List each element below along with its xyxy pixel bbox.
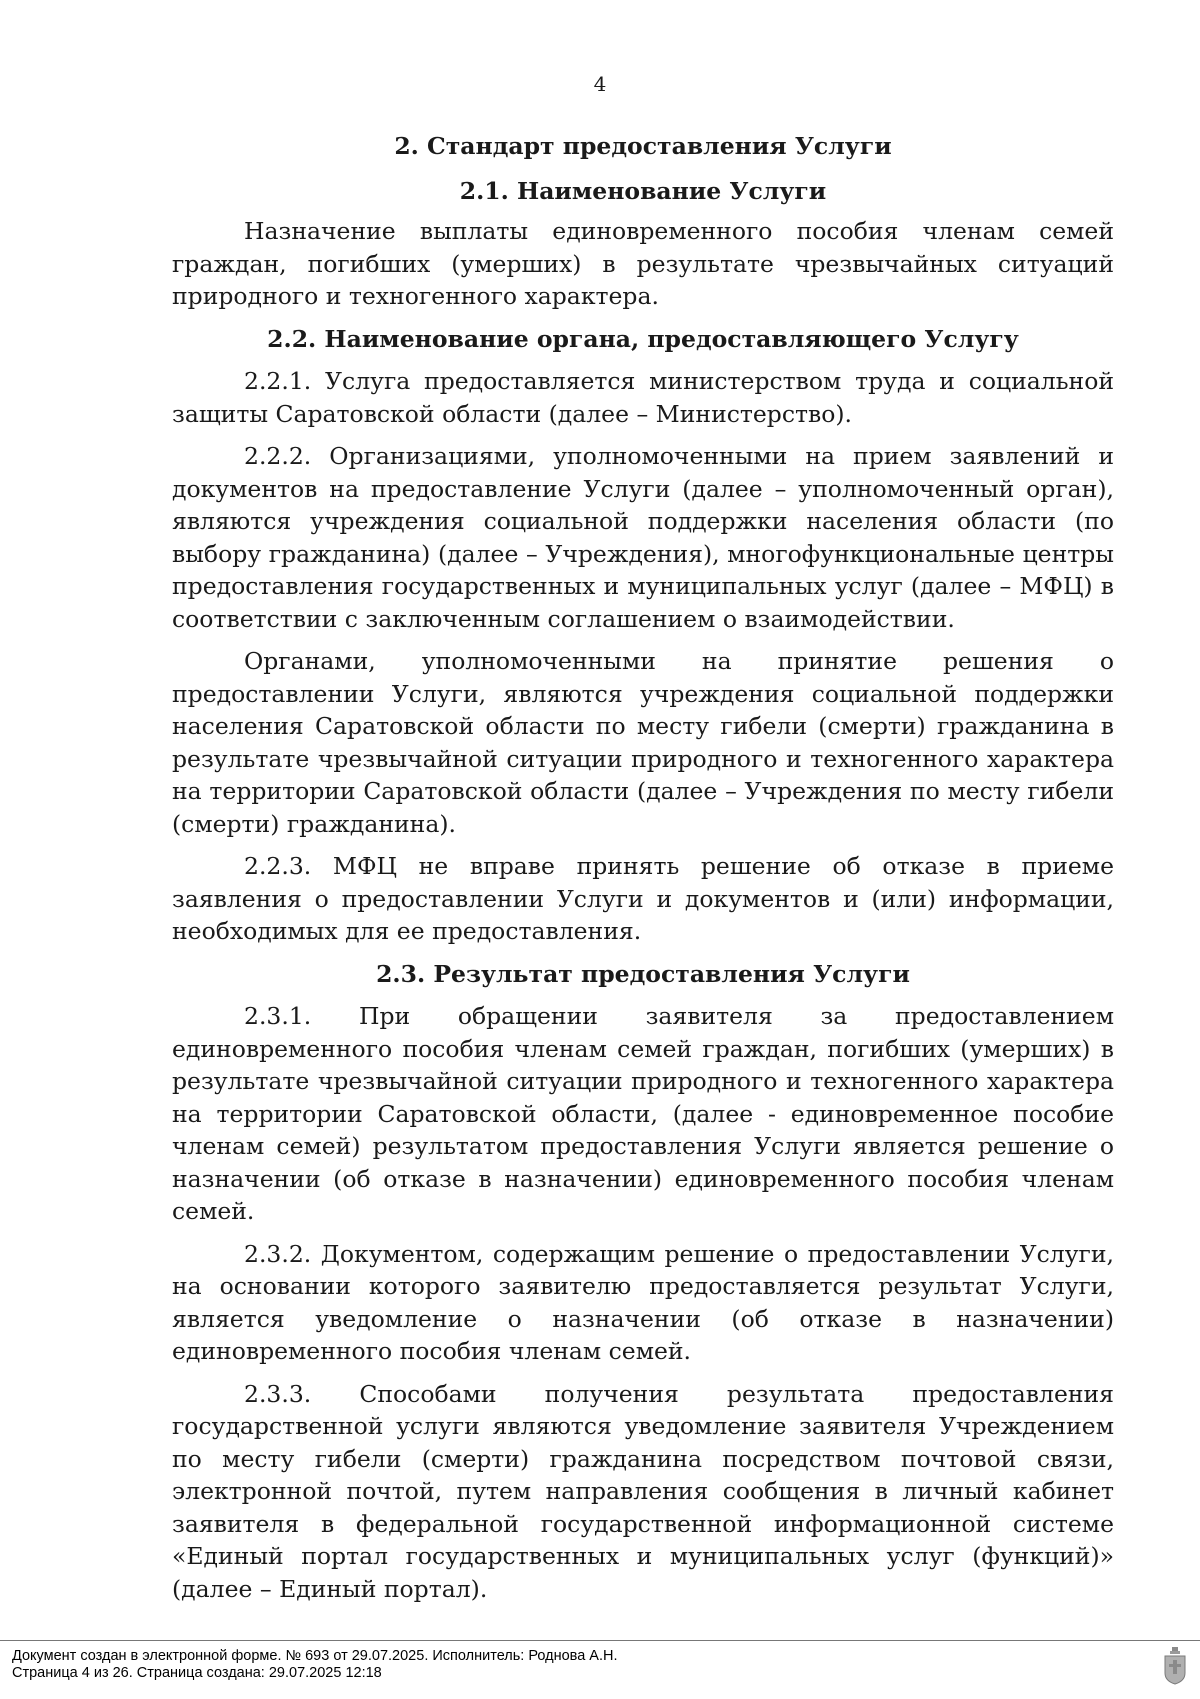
section-title: 2. Стандарт предоставления Услуги [394, 132, 892, 160]
paragraph-2-3-2: 2.3.2. Документом, содержащим решение о предоставлении Услуги, на основании которого заявителю предоставляется результат Услуги, является уведомление о назначении (об отказе в назначении) единовременного пособия членам семей. [172, 1239, 1114, 1365]
paragraph-2-2-2: 2.2.2. Организациями, уполномоченными на прием заявлений и документов на предоставление Услуги (далее – уполномоченный орган), являются учреждения социальной поддержки населения области (по выбору гражданина) (далее – Учреждения), многофункциональные центры предоставления государственных и муниципальных услуг (далее – МФЦ) в соответствии с заключенным соглашением о взаимодействии. [172, 442, 1114, 633]
paragraph-2-3-1: 2.3.1. При обращении заявителя за предоставлением единовременного пособия членам семей граждан, погибших (умерших) в результате чрезвычайной ситуации природного и техногенного характера на территории Саратовской области, (далее - единовременное пособие членам семей) результатом предоставления Услуги является решение о назначении (об отказе в назначении) единовременного пособия членам семей. [172, 1002, 1114, 1225]
paragraph-2-3-3: 2.3.3. Способами получения результата предоставления государственной услуги являются уведомление заявителя Учреждением по месту гибели (смерти) гражданина посредством почтовой связи, электронной почтой, путем направления сообщения в личный кабинет заявителя в федеральной государственной информационной системе «Единый портал государственных и муниципальных услуг (функций)» (далее – Единый портал). [172, 1379, 1114, 1603]
footer-line-document-info: Документ создан в электронной форме. № 693 от 29.07.2025. Исполнитель: Роднова А.Н. [12, 1648, 618, 1664]
page-number: 4 [593, 72, 607, 96]
subsection-title-2-3: 2.3. Результат предоставления Услуги [376, 959, 910, 988]
paragraph-2-2-3: 2.2.3. МФЦ не вправе принять решение об отказе в приеме заявления о предоставлении Услуги и документов и (или) информации, необходимых для ее предоставления. [172, 852, 1114, 945]
document-body [172, 130, 1114, 1615]
paragraph-decision-bodies: Органами, уполномоченными на принятие решения о предоставлении Услуги, являются учреждения социальной поддержки населения Саратовской области по месту гибели (смерти) гражданина в результате чрезвычайной ситуации природного и техногенного характера на территории Саратовской области (далее – Учреждения по месту гибели (смерти) гражданина). [172, 647, 1114, 838]
subsection-title-2-2: 2.2. Наименование органа, предоставляющего Услугу [267, 324, 1019, 353]
document-footer [0, 1640, 1200, 1699]
subsection-title-2-1: 2.1. Наименование Услуги [459, 176, 827, 205]
coat-of-arms-icon [1164, 1647, 1186, 1685]
footer-line-page-info: Страница 4 из 26. Страница создана: 29.07.2025 12:18 [12, 1665, 382, 1681]
paragraph-2-1: Назначение выплаты единовременного пособия членам семей граждан, погибших (умерших) в результате чрезвычайных ситуаций природного и техногенного характера. [172, 217, 1114, 310]
paragraph-2-2-1: 2.2.1. Услуга предоставляется министерством труда и социальной защиты Саратовской области (далее – Министерство). [172, 367, 1114, 428]
footer-text [12, 1648, 618, 1682]
